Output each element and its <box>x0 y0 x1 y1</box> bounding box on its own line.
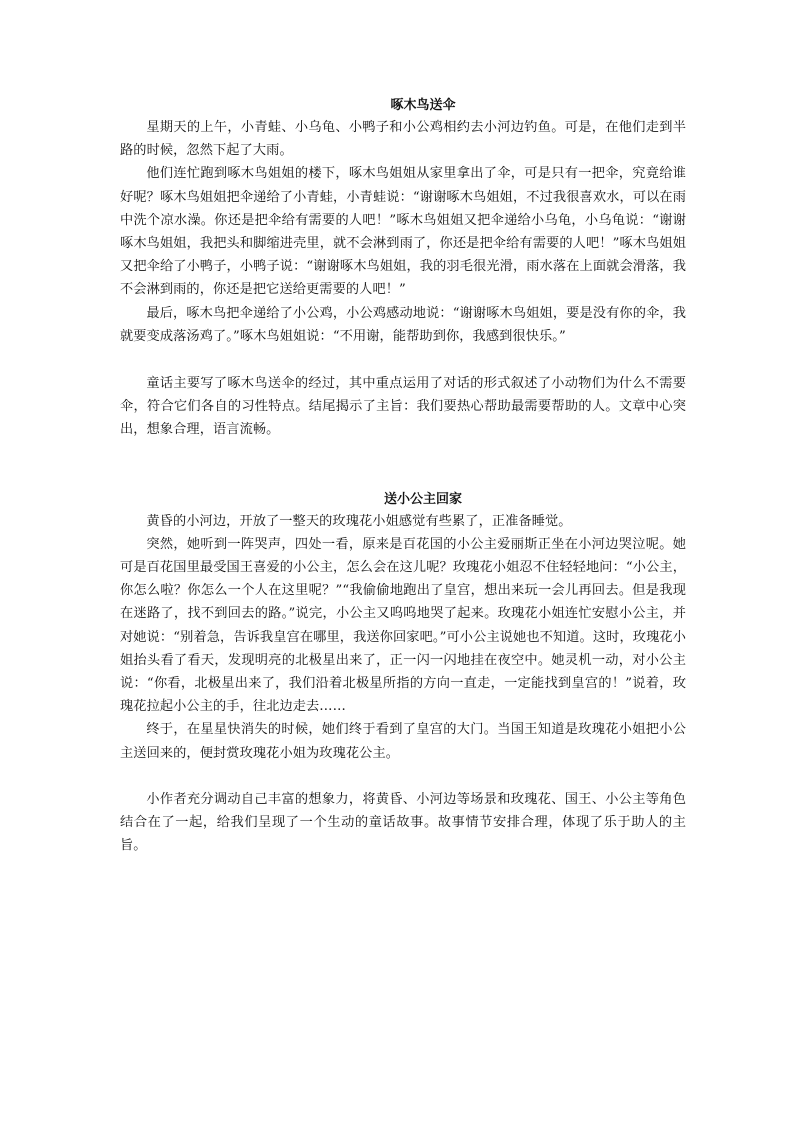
story2-paragraph-1: 黄昏的小河边，开放了一整天的玫瑰花小姐感觉有些累了，正准备睡觉。 <box>146 513 572 529</box>
blank-line <box>120 348 686 372</box>
story2-paragraph-2: 突然，她听到一阵哭声，四处一看，原来是百花国的小公主爱丽斯正坐在小河边哭泣呢。她可是百花国里最受国王喜爱的小公主，怎么会在这儿呢？玫瑰花小姐忍不住轻轻地问：“小公主，你怎么啦？你怎么一个人在这里呢？”“我偷偷地跑出了皇宫，想出来玩一会儿再回去。但是我现在迷路了，找不到回去的路。”说完，小公主又呜呜地哭了起来。玫瑰花小姐连忙安慰小公主，并对她说：“别着急，告诉我皇宫在哪里，我送你回家吧。”可小公主说她也不知道。这时，玫瑰花小姐抬头看了看天，发现明亮的北极星出来了，正一闪一闪地挂在夜空中。她灵机一动，对小公主说：“你看，北极星出来了，我们沿着北极星所指的方向一直走，一定能找到皇宫的！”说着，玫瑰花拉起小公主的手，往北边走去…… <box>120 536 686 715</box>
story2-title: 送小公主回家 <box>383 491 462 507</box>
blank-line <box>120 442 686 490</box>
story1-title: 啄木鸟送伞 <box>390 98 456 113</box>
story1-comment: 童话主要写了啄木鸟送伞的经过，其中重点运用了对话的形式叙述了小动物们为什么不需要伞，符合它们各自的习性特点。结尾揭示了主旨：我们要热心帮助最需要帮助的人。文章中心突出，想象合理，语言流畅。 <box>120 376 686 438</box>
story2-paragraph-3: 终于，在星星快消失的时候，她们终于看到了皇宫的大门。当国王知道是玫瑰花小姐把小公主送回来的，便封赏玫瑰花小姐为玫瑰花公主。 <box>120 722 686 761</box>
blank-line <box>120 765 686 788</box>
document-page <box>120 96 686 857</box>
story1-paragraph-1: 星期天的上午，小青蛙、小乌龟、小鸭子和小公鸡相约去小河边钓鱼。可是，在他们走到半路的时候，忽然下起了大雨。 <box>120 120 686 159</box>
story2-comment: 小作者充分调动自己丰富的想象力，将黄昏、小河边等场景和玫瑰花、国王、小公主等角色结合在了一起，给我们呈现了一个生动的童话故事。故事情节安排合理，体现了乐于助人的主旨。 <box>120 791 686 854</box>
story1-paragraph-3: 最后，啄木鸟把伞递给了小公鸡，小公鸡感动地说：“谢谢啄木鸟姐姐，要是没有你的伞，我就要变成落汤鸡了。”啄木鸟姐姐说：“不用谢，能帮助到你，我感到很快乐。” <box>120 305 686 344</box>
story1-paragraph-2: 他们连忙跑到啄木鸟姐姐的楼下，啄木鸟姐姐从家里拿出了伞，可是只有一把伞，究竟给谁好呢？啄木鸟姐姐把伞递给了小青蛙，小青蛙说：“谢谢啄木鸟姐姐，不过我很喜欢水，可以在雨中洗个凉水澡。你还是把伞给有需要的人吧！”啄木鸟姐姐又把伞递给小乌龟，小乌龟说：“谢谢啄木鸟姐姐，我把头和脚缩进壳里，就不会淋到雨了，你还是把伞给有需要的人吧！”啄木鸟姐姐又把伞给了小鸭子，小鸭子说：“谢谢啄木鸟姐姐，我的羽毛很光滑，雨水落在上面就会滑落，我不会淋到雨的，你还是把它送给更需要的人吧！” <box>120 166 686 298</box>
